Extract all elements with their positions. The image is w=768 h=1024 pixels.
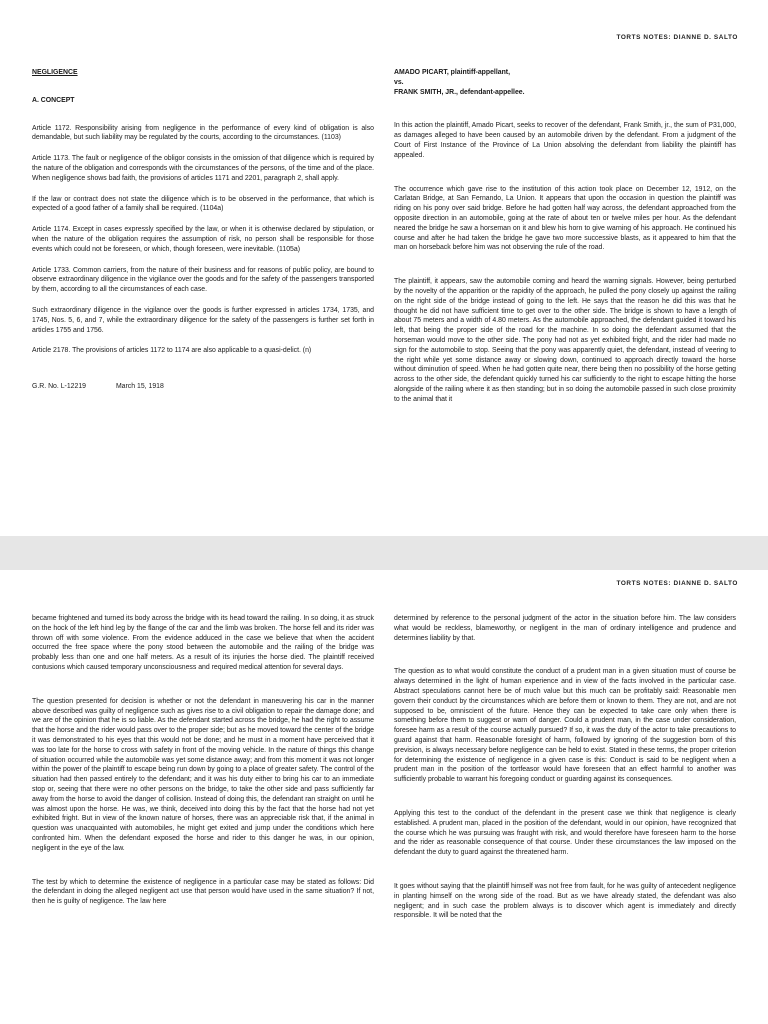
paragraph: If the law or contract does not state the diligence which is to be observed in the performance, that which is expected of a good father of a family shall be required. (1104a) (32, 195, 374, 213)
left-column (32, 614, 374, 918)
defendant-line: FRANK SMITH, JR., defendant-appellee. (394, 88, 525, 96)
plaintiff-line: AMADO PICART, plaintiff-appellant, (394, 69, 510, 76)
paragraph: The occurrence which gave rise to the institution of this action took place on December 12, 1912, on the Carlatan Bridge, at San Fernando, La Union. It appears that upon the occasion in question the plaintiff was riding on his pony over said bridge. Before he had gotten half way across, the defendant approached from the opposite direction in an automobile, going at the rate of about ten or twelve miles per hour. As the defendant neared the bridge he saw a horseman on it and blew his horn to give warning of his approach. He continued his course and after he had taken the bridge he gave two more successive blasts, as it appeared to him that the man on horseback before him was not observing the rule of the road. (394, 185, 736, 252)
paragraph: Article 1733. Common carriers, from the nature of their business and for reasons of public policy, are bound to observe extraordinary diligence in the vigilance over the goods and for the safety of the passengers transported by them, according to all the circumstances of each case. (32, 266, 374, 294)
section-title: NEGLIGENCE (32, 69, 78, 76)
paragraph: The question presented for decision is whether or not the defendant in maneuvering his car in the manner above described was guilty of negligence such as gives rise to a civil obligation to repair the damage done; and we are of the opinion that he is so liable. As the defendant started across the bridge, he had the right to assume that the horse and the rider would pass over to the proper side; but as he moved toward the center of the bridge it was demonstrated to his eyes that this would not be done; and he must in a moment have perceived that it was too late for the horse to cross with safety in front of the moving vehicle. In the nature of things this change of situation occurred while the automobile was yet some distance away; and from this moment it was not longer within the power of the plaintiff to escape being run down by going to a place of greater safety. The control of the situation had then passed entirely to the defendant; and it was his duty either to bring his car to an immediate stop or, seeing that there were no other persons on the bridge, to take the other side and pass sufficiently far away from the horse to avoid the danger of collision. Instead of doing this, the defendant ran straight on until he was almost upon the horse. He was, we think, deceived into doing this by the fact that the horse had not yet exhibited fright. But in view of the known nature of horses, there was an appreciable risk that, if the animal in question was unacquainted with automobiles, he might get exited and jump under the conditions which here confronted him. When the defendant exposed the horse and rider to this danger he was, in our opinion, negligent in the eye of the law. (32, 697, 374, 852)
right-column (394, 614, 736, 932)
paragraph: Such extraordinary diligence in the vigilance over the goods is further expressed in articles 1734, 1735, and 1745, Nos. 5, 6, and 7, while the extraordinary diligence for the safety of the passengers is further set forth in articles 1755 and 1756. (32, 306, 374, 334)
case-reference (32, 382, 374, 392)
subsection-title: A. CONCEPT (32, 96, 75, 104)
document-page-2 (0, 570, 768, 1024)
paragraph: Article 1174. Except in cases expressly specified by the law, or when it is otherwise declared by stipulation, or when the nature of the obligation requires the assumption of risk, no person shall be responsible for those events which could not be foreseen, or which, though foreseen, were inevitable. (1105a) (32, 226, 374, 253)
left-column (32, 68, 374, 403)
paragraph: The question as to what would constitute the conduct of a prudent man in a given situation must of course be always determined in the light of human experience and in view of the facts involved in the particular case. Abstract speculations cannot here be of much value but this much can be profitably said: Reasonable men govern their conduct by the circumstances which are before them or known to them. They are not, and are not supposed to be, omniscient of the future. Hence they can be expected to take care only when there is something before them to suggest or warn of danger. Could a prudent man, in the case under consideration, foresee harm as a result of the course actually pursued? If so, it was the duty of the actor to take precautions to guard against that harm. Reasonable foresight of harm, followed by ignoring of the suggestion born of this prevision, is always necessary before negligence can be held to exist. Stated in these terms, the proper criterion for determining the existence of negligence in a given case is this: Conduct is said to be negligent when a prudent man in the position of the tortfeasor would have foreseen that an effect harmful to another was sufficiently probable to warrant his foregoing conduct or guarding against its consequences. (394, 668, 736, 784)
paragraph: Article 1172. Responsibility arising from negligence in the performance of every kind of obligation is also demandable, but such liability may be regulated by the courts, according to the circumstances. (1103) (32, 124, 374, 142)
gr-date: March 15, 1918 (115, 383, 164, 391)
gr-number: G.R. No. L-12219 (32, 383, 87, 391)
page-header: TORTS NOTES: DIANNE D. SALTO (616, 580, 738, 587)
right-column (394, 68, 736, 416)
paragraph: became frightened and turned its body across the bridge with its head toward the railing. In so doing, it as struck on the hock of the left hind leg by the flange of the car and the limb was broken. The horse fell and its rider was thrown off with some violence. From the evidence adduced in the case we believe that when the accident occurred the free space where the pony stood between the automobile and the railing of the bridge was probably less than one and one half meters. As a result of its injuries the horse died. The plaintiff received contusions which caused temporary unconsciousness and required medical attention for several days. (32, 615, 374, 671)
paragraph: In this action the plaintiff, Amado Picart, seeks to recover of the defendant, Frank Smith, jr., the sum of P31,000, as damages alleged to have been caused by an automobile driven by the defendant. From a judgment of the Court of First Instance of the Province of La Union absolving the defendant from liability the plaintiff has appealed. (394, 122, 736, 159)
versus-line: vs. (394, 78, 404, 86)
paragraph: Applying this test to the conduct of the defendant in the present case we think that negligence is clearly established. A prudent man, placed in the position of the defendant, would in our opinion, have recognized that the course which he was pursuing was fraught with risk, and would therefore have foreseen harm to the horse and the rider as reasonable consequence of that course. Under these circumstances the law imposed on the defendant the duty to guard against the threatened harm. (394, 809, 736, 857)
paragraph: It goes without saying that the plaintiff himself was not free from fault, for he was guilty of antecedent negligence in planting himself on the wrong side of the road. But as we have already stated, the defendant was also negligent; and in such case the problem always is to discover which agent is immediately and directly responsible. It will be noted that the (394, 882, 736, 920)
paragraph: determined by reference to the personal judgment of the actor in the situation before him. The law considers what would be reckless, blameworthy, or negligent in the man of ordinary intelligence and prudence and determines liability by that. (394, 615, 736, 642)
paragraph: Article 1173. The fault or negligence of the obligor consists in the omission of that diligence which is required by the nature of the obligation and corresponds with the circumstances of the persons, of the time and of the place. When negligence shows bad faith, the provisions of articles 1171 and 2201, paragraph 2, shall apply. (32, 155, 374, 182)
page-header: TORTS NOTES: DIANNE D. SALTO (616, 34, 738, 41)
paragraph: The test by which to determine the existence of negligence in a particular case may be stated as follows: Did the defendant in doing the alleged negligent act use that person would have used in the same situation? If not, then he is guilty of negligence. The law here (32, 878, 374, 906)
paragraph: Article 2178. The provisions of articles 1172 to 1174 are also applicable to a quasi-delict. (n) (32, 347, 312, 355)
paragraph: The plaintiff, it appears, saw the automobile coming and heard the warning signals. However, being perturbed by the novelty of the apparition or the rapidity of the approach, he pulled the pony closely up against the railing on the right side of the bridge instead of going to the left. He says that the reason he did this was that he thought he did not have sufficient time to get over to the other side. The bridge is shown to have a length of about 75 meters and a width of 4.80 meters. As the automobile approached, the defendant guided it toward his left, that being the proper side of the road for the machine. In so doing the defendant assumed that the horseman would move to the other side. The pony had not as yet exhibited fright, and the rider had made no sign for the automobile to stop. Seeing that the pony was apparently quiet, the defendant, instead of veering to the right while yet some distance away or slowing down, continued to approach directly toward the horse without diminution of speed. When he had gotten quite near, there being then no possibility of the horse getting across to the other side, the defendant quickly turned his car sufficiently to the right to escape hitting the horse alongside of the railing where it as then standing; but in so doing the automobile passed in such close proximity to the animal that it (394, 278, 736, 403)
